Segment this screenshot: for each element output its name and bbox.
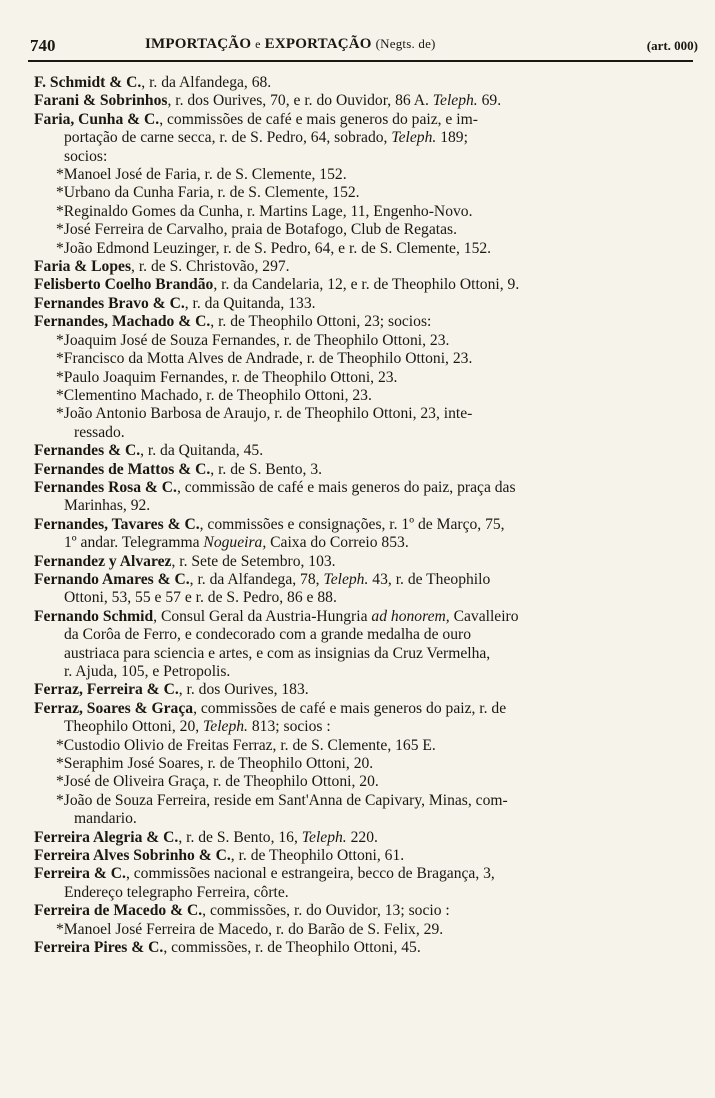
partner-line <box>34 184 674 202</box>
title-part2: EXPORTAÇÃO <box>264 36 372 52</box>
entry-line <box>34 92 674 110</box>
entry-continuation <box>34 884 674 902</box>
telephone-number: 220. <box>350 828 378 846</box>
partner-line <box>34 387 674 405</box>
entry-line <box>34 442 674 460</box>
entry-continuation <box>34 663 674 681</box>
entry-continuation <box>34 497 674 515</box>
firm-name: Ferraz, Ferreira & C. <box>34 681 179 699</box>
entry-line <box>34 479 674 497</box>
entry-continuation <box>34 589 674 607</box>
partner-text: *Paulo Joaquim Fernandes, r. de Theophilo Ottoni, 23. <box>56 368 398 386</box>
partner-line <box>34 203 674 221</box>
partner-text: *Joaquim José de Souza Fernandes, r. de Theophilo Ottoni, 23. <box>56 331 450 349</box>
firm-name: Faria, Cunha & C. <box>34 110 160 128</box>
entry-line <box>34 74 674 92</box>
partner-text: *José de Oliveira Graça, r. de Theophilo Ottoni, 20. <box>56 773 379 791</box>
partner-line <box>34 350 674 368</box>
continuation-text: mandario. <box>74 810 137 828</box>
title-part1: IMPORTAÇÃO <box>145 36 252 52</box>
firm-name: F. Schmidt & C. <box>34 74 142 91</box>
partner-line <box>34 792 674 810</box>
entry-details: , r. dos Ourives, 70, e r. do Ouvidor, 86 A. <box>167 92 429 110</box>
firm-name: Ferreira & C. <box>34 865 126 883</box>
partner-line <box>34 921 674 939</box>
entry-line <box>34 313 674 331</box>
partner-line <box>34 332 674 350</box>
partner-text: *João Antonio Barbosa de Araujo, r. de Theophilo Ottoni, 23, inte- <box>56 405 473 423</box>
running-title <box>145 36 436 53</box>
firm-name: Fernandez y Alvarez <box>34 552 172 570</box>
title-conjunction: e <box>255 37 261 51</box>
entry-continuation <box>34 148 674 166</box>
firm-name: Ferreira Alves Sobrinho & C. <box>34 847 231 865</box>
page-header <box>30 34 698 58</box>
telephone-number: Caixa do Correio 853. <box>270 534 409 552</box>
entry-details: , r. da Alfandega, 78, <box>189 570 320 588</box>
entry-line <box>34 258 674 276</box>
entry-details: , r. da Alfandega, 68. <box>141 74 272 91</box>
entry-line <box>34 939 674 957</box>
continuation-text: 1º andar. Telegramma <box>64 534 200 552</box>
continuation-text: da Corôa de Ferro, e condecorado com a grande medalha de ouro <box>64 626 471 644</box>
telephone-label: ad honorem, <box>371 607 450 625</box>
entry-line <box>34 461 674 479</box>
firm-name: Fernandes Rosa & C. <box>34 478 177 496</box>
entry-continuation <box>34 626 674 644</box>
firm-name: Ferreira Alegria & C. <box>34 828 179 846</box>
entry-details: , r. de Theophilo Ottoni, 61. <box>230 847 405 865</box>
entry-details: , r. de Theophilo Ottoni, 23; socios: <box>210 313 432 331</box>
telephone-number: 813; socios : <box>251 718 331 736</box>
entry-line <box>34 902 674 920</box>
entry-details: , commissão de café e mais generos do paiz, praça das <box>176 478 516 496</box>
entry-list <box>34 74 674 958</box>
continuation-text: Ottoni, 53, 55 e 57 e r. de S. Pedro, 86 e 88. <box>64 589 337 607</box>
entry-details: , commissões nacional e estrangeira, becco de Bragança, 3, <box>125 865 495 883</box>
entry-details: , commissões de café e mais generos do paiz, r. de <box>193 699 507 717</box>
partner-text: *Custodio Olivio de Freitas Ferraz, r. de S. Clemente, 165 E. <box>56 736 436 754</box>
partner-line <box>34 240 674 258</box>
firm-name: Felisberto Coelho Brandão <box>34 276 214 294</box>
telephone-number: Cavalleiro <box>453 607 519 625</box>
telephone-number: 43, r. de Theophilo <box>372 570 491 588</box>
partner-line <box>34 221 674 239</box>
entry-line <box>34 865 674 883</box>
telephone-label: Nogueira, <box>203 534 267 552</box>
entry-details: , Consul Geral da Austria-Hungria <box>153 607 368 625</box>
entry-line <box>34 276 674 294</box>
entry-details: , r. da Candelaria, 12, e r. de Theophilo Ottoni, 9. <box>213 276 520 294</box>
firm-name: Fernandes, Machado & C. <box>34 313 211 331</box>
entry-details: , commissões, r. do Ouvidor, 13; socio : <box>202 902 450 920</box>
telephone-label: Teleph. <box>203 718 248 736</box>
entry-line <box>34 608 674 626</box>
entry-continuation <box>34 534 674 552</box>
entry-continuation <box>34 645 674 663</box>
telephone-label: Teleph. <box>323 570 369 588</box>
entry-details: , r. da Quitanda, 133. <box>184 294 316 312</box>
entry-line <box>34 847 674 865</box>
firm-name: Farani & Sobrinhos <box>34 92 168 110</box>
partner-line <box>34 755 674 773</box>
telephone-number: 189; <box>440 129 468 147</box>
telephone-label: Teleph. <box>391 129 437 147</box>
entry-details: , commissões e consignações, r. 1º de Março, 75, <box>199 515 505 533</box>
entry-details: , r. de S. Christovão, 297. <box>131 258 290 276</box>
partner-text: *João Edmond Leuzinger, r. de S. Pedro, 64, e r. de S. Clemente, 152. <box>56 239 492 257</box>
entry-line <box>34 111 674 129</box>
continuation-text: socios: <box>64 147 108 165</box>
firm-name: Fernandes & C. <box>34 442 141 460</box>
entry-continuation <box>34 718 674 736</box>
partner-text: *Manoel José Ferreira de Macedo, r. do Barão de S. Felix, 29. <box>56 920 444 938</box>
partner-text: *José Ferreira de Carvalho, praia de Botafogo, Club de Regatas. <box>56 221 457 239</box>
header-rule <box>28 60 693 62</box>
partner-line <box>34 166 674 184</box>
entry-line <box>34 295 674 313</box>
entry-details: , commissões de café e mais generos do paiz, e im- <box>159 110 478 128</box>
firm-name: Fernando Schmid <box>34 607 154 625</box>
title-subtitle: (Negts. de) <box>375 36 436 51</box>
partner-line <box>34 369 674 387</box>
continuation-text: Marinhas, 92. <box>64 497 151 515</box>
firm-name: Fernando Amares & C. <box>34 570 190 588</box>
partner-text: *Reginaldo Gomes da Cunha, r. Martins Lage, 11, Engenho-Novo. <box>56 202 473 220</box>
partner-line <box>34 773 674 791</box>
entry-continuation <box>34 129 674 147</box>
entry-details: , r. Sete de Setembro, 103. <box>171 552 336 570</box>
continuation-text: Theophilo Ottoni, 20, <box>64 718 200 736</box>
entry-line <box>34 571 674 589</box>
partner-line <box>34 405 674 423</box>
continuation-text: ressado. <box>74 423 125 441</box>
firm-name: Fernandes de Mattos & C. <box>34 460 211 478</box>
partner-text: *Clementino Machado, r. de Theophilo Ottoni, 23. <box>56 386 372 404</box>
firm-name: Ferraz, Soares & Graça <box>34 699 194 717</box>
telephone-label: Teleph. <box>301 828 347 846</box>
firm-name: Faria & Lopes <box>34 258 132 276</box>
article-reference: (art. 000) <box>646 38 698 53</box>
partner-text: *Francisco da Motta Alves de Andrade, r. de Theophilo Ottoni, 23. <box>56 350 473 368</box>
firm-name: Fernandes, Tavares & C. <box>34 515 200 533</box>
entry-line <box>34 553 674 571</box>
entry-details: , r. de S. Bento, 16, <box>178 828 298 846</box>
page-number: 740 <box>30 36 56 55</box>
entry-details: , commissões, r. de Theophilo Ottoni, 45. <box>163 939 421 957</box>
firm-name: Fernandes Bravo & C. <box>34 294 185 312</box>
entry-line <box>34 681 674 699</box>
firm-name: Ferreira de Macedo & C. <box>34 902 203 920</box>
firm-name: Ferreira Pires & C. <box>34 939 164 957</box>
partner-continuation <box>34 810 674 828</box>
partner-text: *Urbano da Cunha Faria, r. de S. Clemente, 152. <box>56 184 360 202</box>
partner-text: *João de Souza Ferreira, reside em Sant'Anna de Capivary, Minas, com- <box>56 791 508 809</box>
partner-continuation <box>34 424 674 442</box>
continuation-text: austriaca para sciencia e artes, e com as insignias da Cruz Vermelha, <box>64 644 491 662</box>
partner-line <box>34 737 674 755</box>
entry-details: , r. dos Ourives, 183. <box>178 681 309 699</box>
entry-details: , r. da Quitanda, 45. <box>140 442 264 460</box>
continuation-text: r. Ajuda, 105, e Petropolis. <box>64 663 231 680</box>
telephone-label: Teleph. <box>432 92 478 110</box>
continuation-text: portação de carne secca, r. de S. Pedro, 64, sobrado, <box>64 129 388 147</box>
partner-text: *Seraphim José Soares, r. de Theophilo Ottoni, 20. <box>56 755 374 773</box>
telephone-number: 69. <box>481 92 502 110</box>
entry-line <box>34 516 674 534</box>
entry-line <box>34 829 674 847</box>
partner-text: *Manoel José de Faria, r. de S. Clemente, 152. <box>56 166 347 184</box>
entry-line <box>34 700 674 718</box>
continuation-text: Endereço telegrapho Ferreira, côrte. <box>64 883 289 901</box>
entry-details: , r. de S. Bento, 3. <box>210 460 323 478</box>
